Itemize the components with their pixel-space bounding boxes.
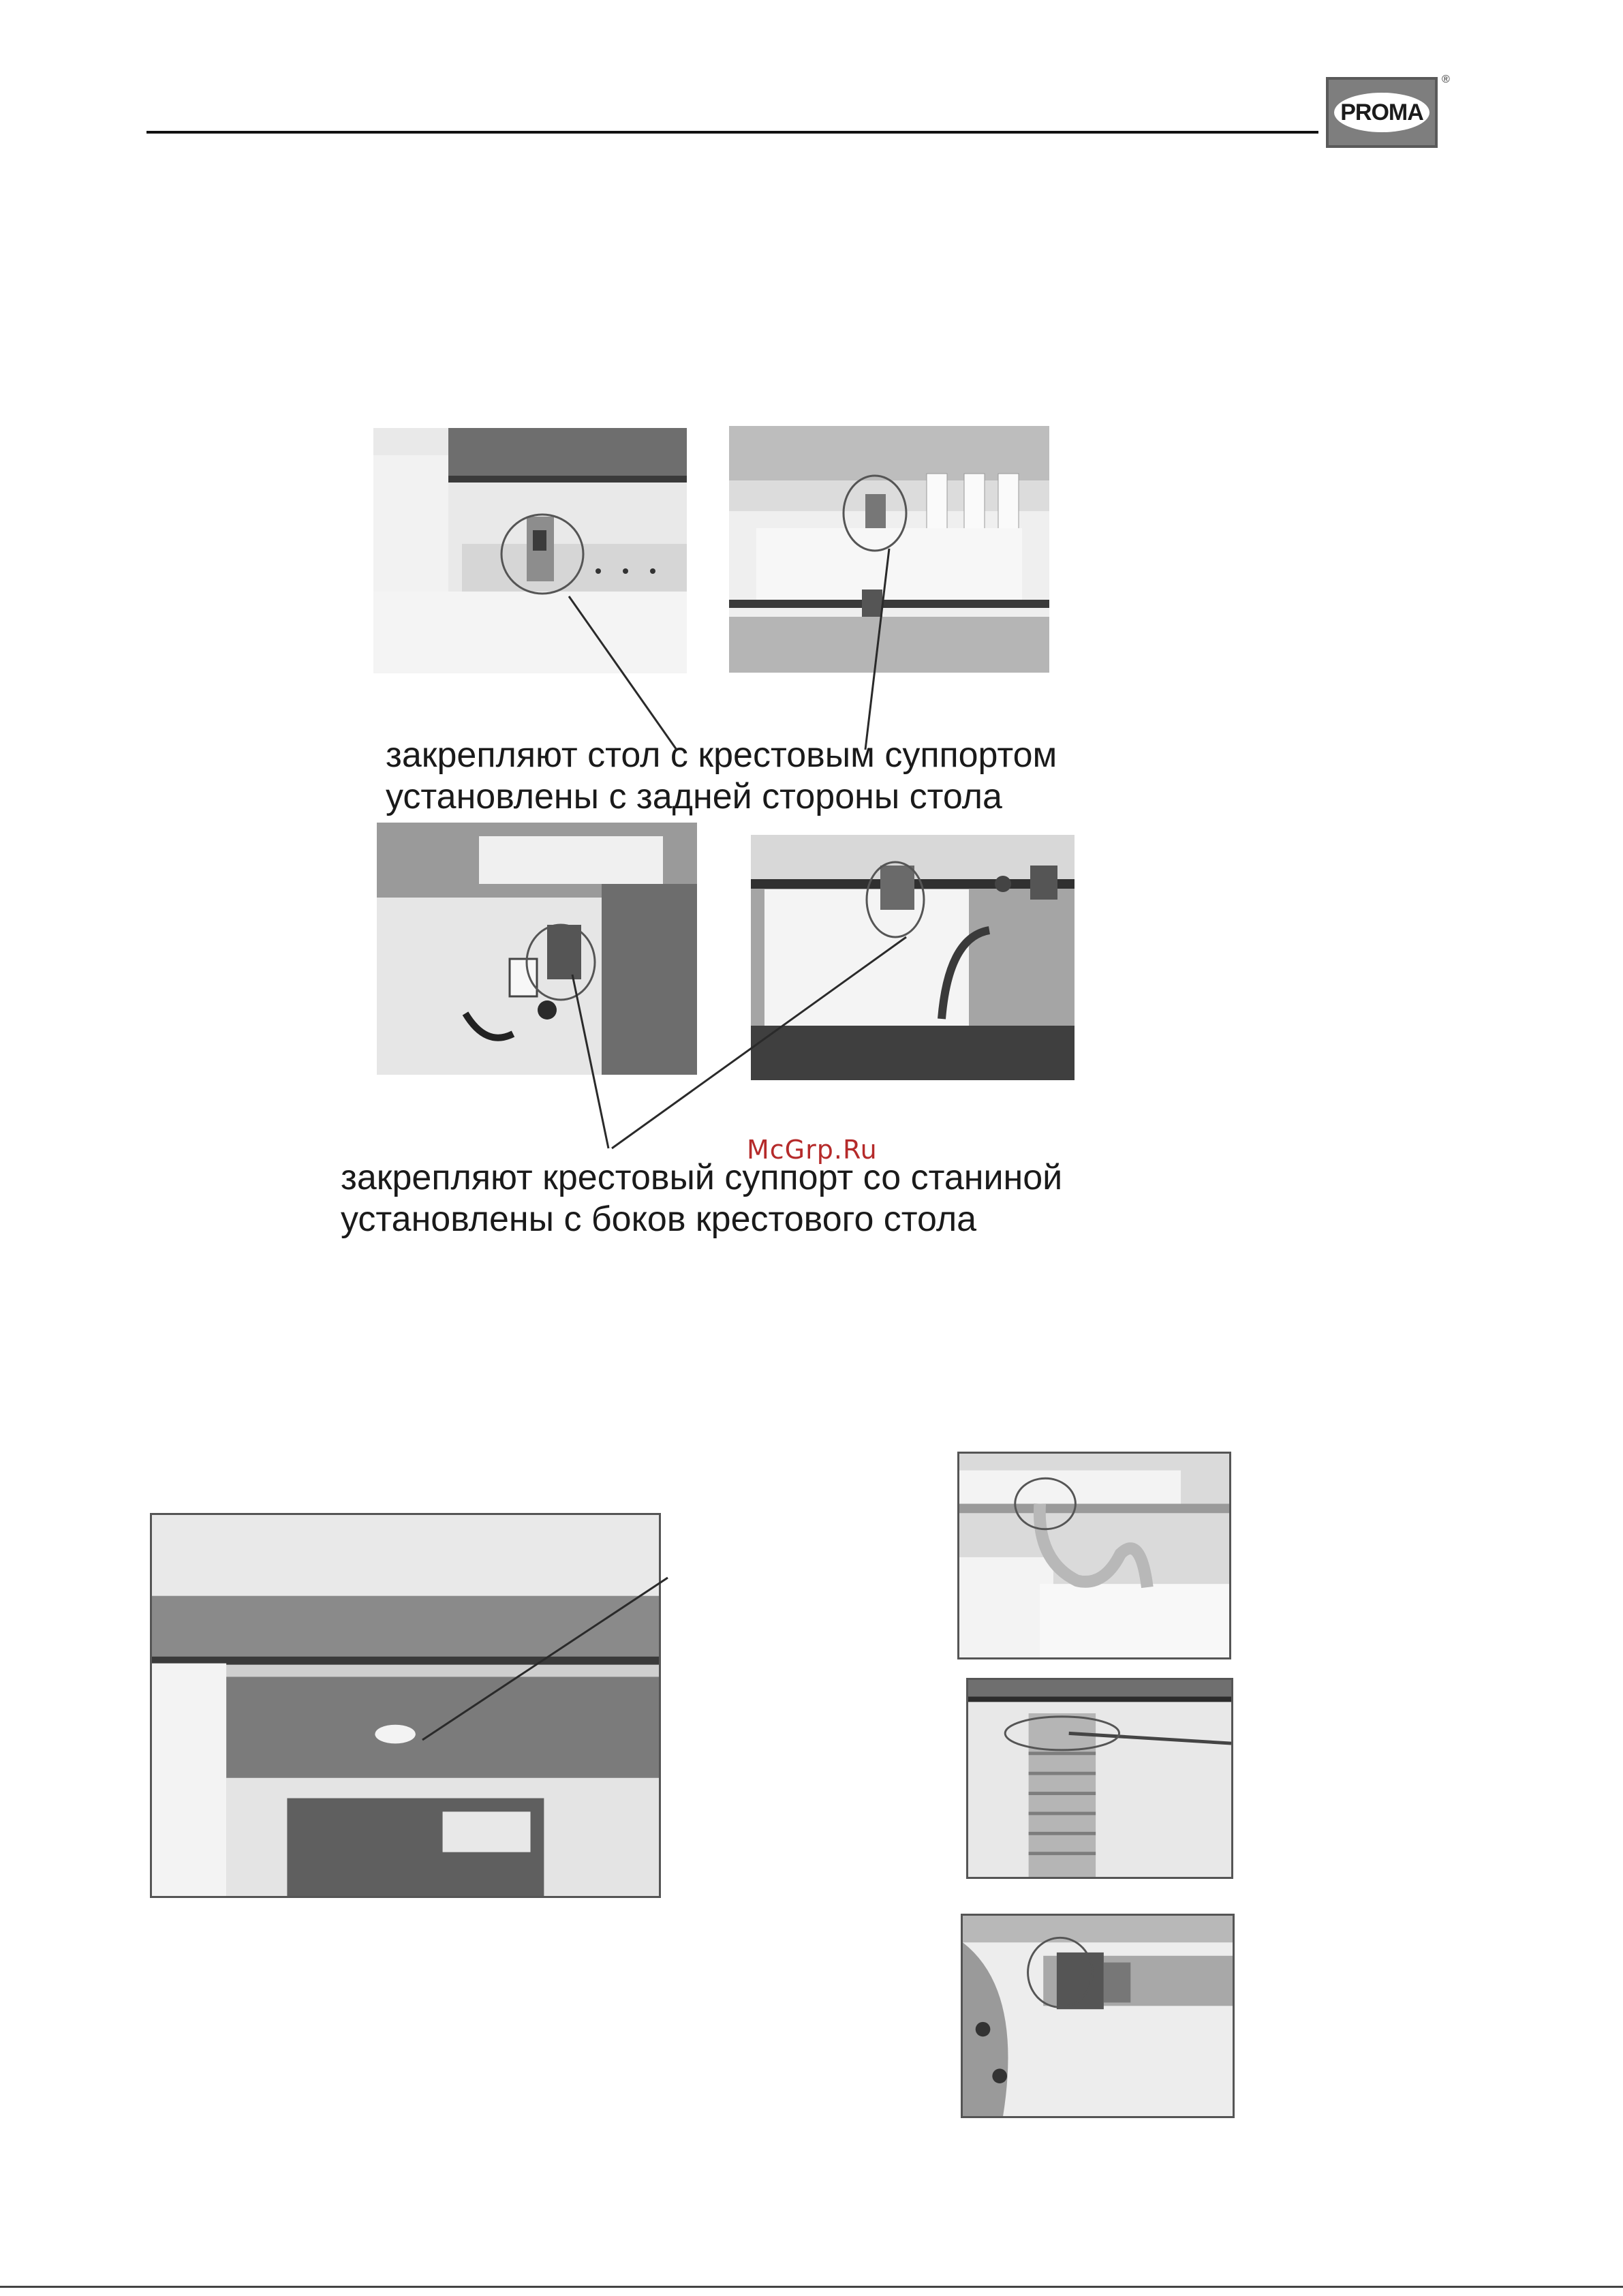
- registered-mark: ®: [1442, 74, 1450, 85]
- caption-top-line-2: установлены с задней стороны стола: [386, 777, 1002, 816]
- logo-text: PROMA: [1334, 93, 1429, 132]
- photo-support-lock-side-1: [377, 823, 697, 1075]
- photo-table-lock-rear-2: [729, 426, 1049, 673]
- caption-middle-line-1: закрепляют крестовый суппорт со станиной: [341, 1158, 1063, 1197]
- caption-top-line-1: закрепляют стол с крестовым суппортом: [386, 735, 1057, 775]
- photo-support-lock-side-2: [751, 835, 1075, 1080]
- bottom-rule: [0, 2286, 1623, 2288]
- brand-logo: [1326, 77, 1438, 148]
- photo-hose-3: [961, 1914, 1235, 2118]
- photo-hose-2: [966, 1678, 1233, 1879]
- watermark: McGrp.Ru: [747, 1135, 878, 1165]
- photo-frame-detail: [150, 1513, 661, 1898]
- caption-middle-line-2: установлены с боков крестового стола: [341, 1199, 977, 1239]
- photo-table-lock-rear-1: [373, 428, 687, 673]
- header-rule: [146, 131, 1318, 134]
- photo-hose-1: [957, 1452, 1231, 1659]
